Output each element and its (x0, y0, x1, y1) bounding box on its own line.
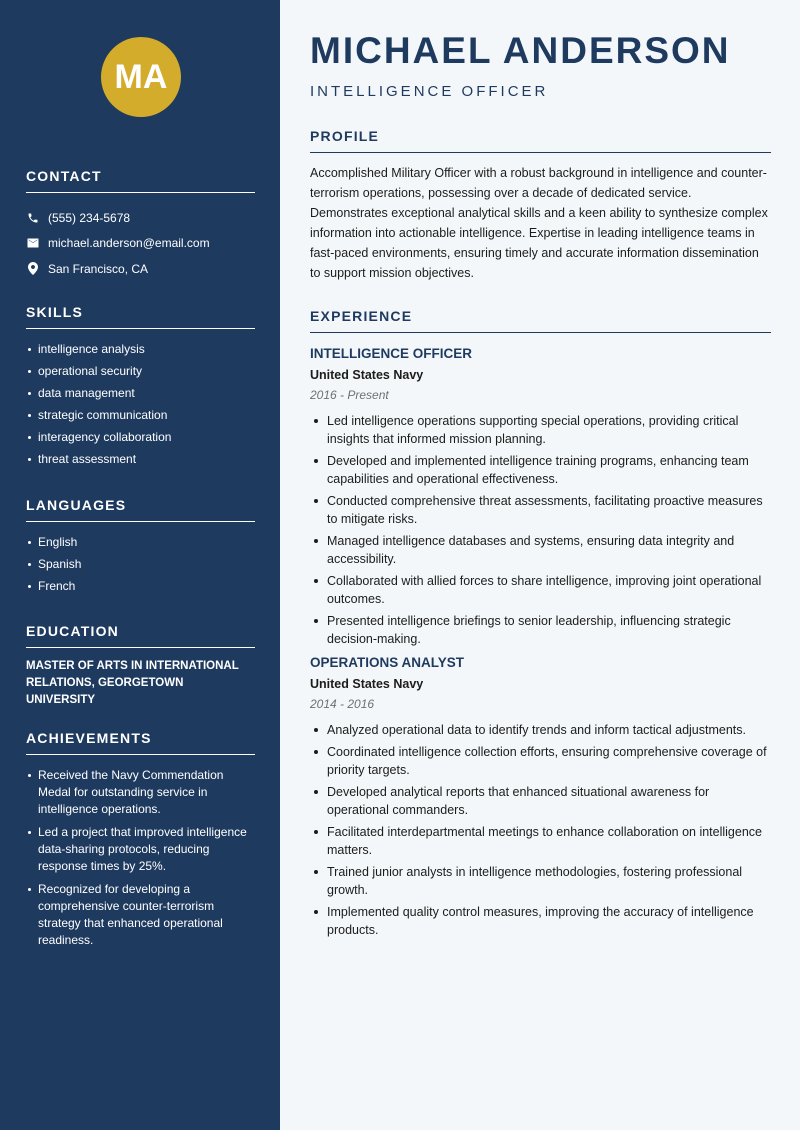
achievement-item: Received the Navy Commendation Medal for outstanding service in intelligence operations. (26, 767, 255, 818)
language-item: English (26, 534, 255, 551)
achievement-item: Led a project that improved intelligence data-sharing protocols, reducing response times by 25%. (26, 824, 255, 875)
contact-phone (26, 205, 255, 231)
job-dates: 2016 - Present (310, 388, 389, 402)
languages-section (26, 497, 255, 600)
achievements-section (26, 730, 255, 955)
profile-summary: Accomplished Military Officer with a robust background in intelligence and counter-terrorism operations, possessing over a decade of dedicated service. Demonstrates exceptional analytical skills and a keen ability to synthesize complex information into actionable intelligence. Expertise in leading intelligence teams in fast-paced environments, ensuring timely and accurate information dissemination to support mission objectives. (310, 166, 768, 280)
profile-section (310, 128, 771, 283)
skill-item: strategic communication (26, 407, 255, 424)
achievements-list (26, 767, 255, 949)
duty-item: Presented intelligence briefings to senior leadership, influencing strategic decision-making. (310, 612, 771, 648)
education-degree: MASTER OF ARTS IN INTERNATIONAL RELATIONS, GEORGETOWN UNIVERSITY (26, 660, 239, 706)
duty-item: Developed and implemented intelligence training programs, enhancing team capabilities and operational effectiveness. (310, 452, 771, 488)
languages-heading: LANGUAGES (26, 497, 255, 522)
duty-item: Coordinated intelligence collection efforts, ensuring comprehensive coverage of priority targets. (310, 743, 771, 779)
phone-icon (26, 211, 40, 225)
skill-item: intelligence analysis (26, 341, 255, 358)
experience-section (310, 308, 771, 943)
duty-item: Implemented quality control measures, improving the accuracy of intelligence products. (310, 903, 771, 939)
job-entry (310, 655, 771, 939)
education-heading: EDUCATION (26, 623, 255, 648)
location-text: San Francisco, CA (48, 261, 149, 276)
achievements-heading: ACHIEVEMENTS (26, 730, 255, 755)
job-duties (310, 721, 771, 939)
phone-text: (555) 234-5678 (48, 210, 131, 225)
job-company: United States Navy (310, 677, 424, 691)
sidebar (0, 0, 280, 1130)
email-text: michael.anderson@email.com (48, 236, 210, 251)
skill-item: interagency collaboration (26, 429, 255, 446)
duty-item: Managed intelligence databases and systems, ensuring data integrity and accessibility. (310, 532, 771, 568)
duty-item: Conducted comprehensive threat assessments, facilitating proactive measures to mitigate risks. (310, 492, 771, 528)
language-item: Spanish (26, 556, 255, 573)
duty-item: Analyzed operational data to identify trends and inform tactical adjustments. (310, 721, 771, 739)
duty-item: Collaborated with allied forces to share intelligence, improving joint operational outcomes. (310, 572, 771, 608)
job-company: United States Navy (310, 368, 424, 382)
duty-item: Developed analytical reports that enhanced situational awareness for operational commanders. (310, 783, 771, 819)
candidate-role: INTELLIGENCE OFFICER (310, 83, 549, 100)
language-item: French (26, 578, 255, 595)
candidate-name: MICHAEL ANDERSON (310, 30, 731, 71)
contact-heading: CONTACT (26, 168, 255, 193)
job-dates: 2014 - 2016 (310, 697, 375, 711)
achievement-item: Recognized for developing a comprehensive counter-terrorism strategy that enhanced operational readiness. (26, 881, 255, 949)
location-pin-icon (26, 262, 40, 276)
skills-section (26, 304, 255, 473)
contact-email (26, 231, 255, 257)
avatar-initials: MA (101, 37, 181, 117)
duty-item: Led intelligence operations supporting special operations, providing critical insights that informed mission planning. (310, 412, 771, 448)
email-icon (26, 236, 40, 250)
job-entry (310, 346, 771, 648)
skills-heading: SKILLS (26, 304, 255, 329)
contact-section (26, 168, 255, 282)
skill-item: data management (26, 385, 255, 402)
profile-heading: PROFILE (310, 128, 771, 153)
education-section (26, 623, 255, 709)
skills-list (26, 341, 255, 468)
skill-item: threat assessment (26, 451, 255, 468)
languages-list (26, 534, 255, 595)
job-title: OPERATIONS ANALYST (310, 655, 465, 670)
contact-location (26, 256, 255, 282)
duty-item: Facilitated interdepartmental meetings to enhance collaboration on intelligence matters. (310, 823, 771, 859)
contact-list (26, 205, 255, 282)
job-title: INTELLIGENCE OFFICER (310, 346, 472, 361)
job-duties (310, 412, 771, 648)
experience-heading: EXPERIENCE (310, 308, 771, 333)
skill-item: operational security (26, 363, 255, 380)
duty-item: Trained junior analysts in intelligence methodologies, fostering professional growth. (310, 863, 771, 899)
